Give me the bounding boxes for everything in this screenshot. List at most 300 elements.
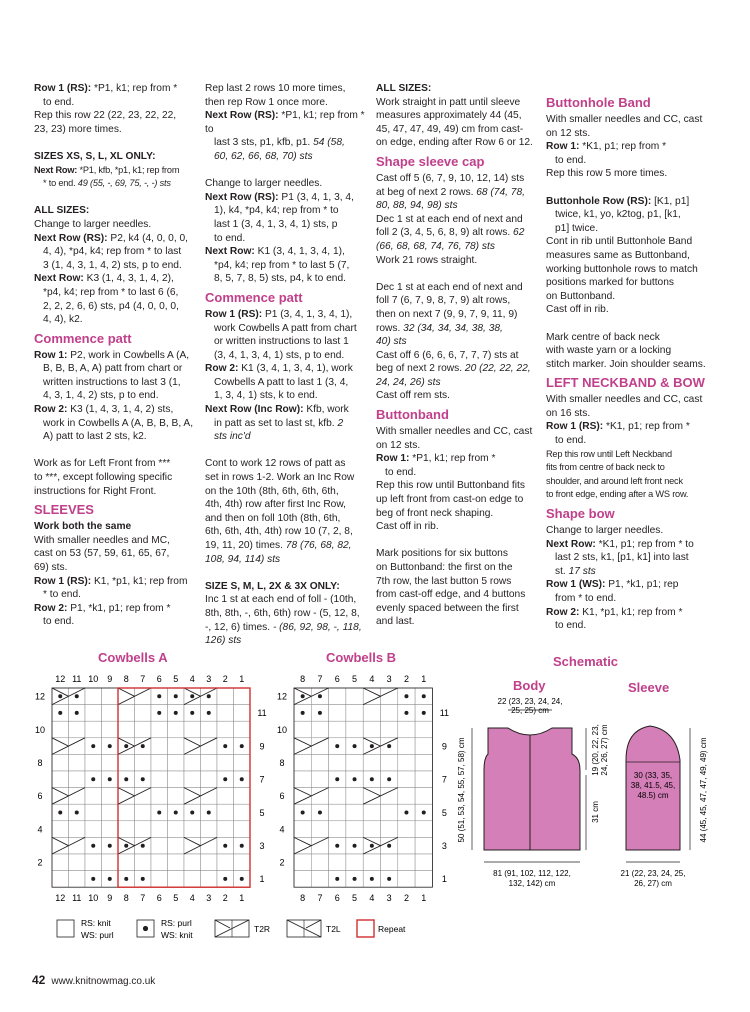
row-number: 11	[257, 708, 267, 719]
schematic-diagram	[448, 690, 740, 900]
svg-text:25, 25) cm: 25, 25) cm	[511, 706, 549, 715]
legend-ws-knit: WS: knit	[161, 930, 193, 940]
purl-dot	[207, 811, 211, 815]
chart-cell	[329, 705, 346, 722]
chart-cell	[294, 788, 311, 805]
purl-dot	[157, 711, 161, 715]
chart-cell	[398, 837, 415, 854]
column-2: Rep last 2 rows 10 more times, then rep Row 1 once more. Next Row (RS): *P1, k1; rep from * to last 3 sts, p1, kfb, p1. 54 (58, 60, 62, 66, 68, 70) sts Change to larger needles. Next Row (RS): P1 (3, 4, 1, 3, 4, 1), k4, *p4, k4; rep from * to last 1 (3, 4, 1, 3, 4, 1) sts, p to end. Next Row: K1 (3, 4, 1, 3, 4, 1), *p4, k4; rep from * to last 5 (7, 8, 5, 7, 8, 5) sts, p4, k to end. Commence patt Row 1 (RS): P1 (3, 4, 1, 3, 4, 1), work Cowbells A patt from chart or written instructions to last 1 (3, 4, 1, 3, 4, 1) sts, p to end. Row 2: K1 (3, 4, 1, 3, 4, 1), work Cowbells A patt to last 1 (3, 4, 1, 3, 4, 1) sts, k to end. Next Row (Inc Row): Kfb, work in patt as set to last st, kfb. 2 sts inc'd Cont to work 12 rows of patt as set in rows 1-2. Work an Inc Row on the 10th (8th, 6th, 6th, 6th, 4th, 4th) row after first Inc Row, and then on foll 10th (8th, 6th, 6th, 6th, 4th, 4th) row 10 (7, 2, 8, 19, 11, 20) times. 78 (76, 68, 82, 108, 94, 114) sts SIZE S, M, L, 2X & 3X ONLY: Inc 1 st at each end of foll - (10th, 8th, 8th, -, 6th, 6th) row - (5, 12, 8, -, 12, 6) times. - (86, 92, 98, -, 118, 126) sts	[205, 82, 375, 648]
chart-cell	[415, 721, 432, 738]
purl-dot	[75, 711, 79, 715]
chart-cell	[201, 821, 218, 838]
purl-dot	[387, 877, 391, 881]
purl-dot	[370, 777, 374, 781]
purl-dot	[124, 744, 128, 748]
purl-dot	[370, 844, 374, 848]
chart-cell	[381, 821, 398, 838]
column-number: 6	[156, 893, 162, 904]
chart-cell	[311, 738, 328, 755]
chart-cell	[234, 854, 251, 871]
chart-cell	[85, 705, 102, 722]
row-number: 12	[276, 691, 288, 702]
column-number: 7	[140, 893, 146, 904]
chart-cell	[415, 821, 432, 838]
chart-cell	[69, 854, 86, 871]
chart-cell	[151, 837, 168, 854]
chart-cell	[415, 871, 432, 888]
chart-cell	[52, 738, 69, 755]
chart-cell	[217, 754, 234, 771]
chart-cell	[294, 738, 311, 755]
chart-cell	[168, 854, 185, 871]
chart-cell	[69, 871, 86, 888]
chart-cell	[201, 771, 218, 788]
purl-dot	[353, 777, 357, 781]
row-number: 3	[441, 841, 447, 852]
column-number: 6	[334, 674, 340, 684]
column-number: 12	[55, 674, 66, 684]
purl-dot	[387, 844, 391, 848]
chart-cell	[346, 705, 363, 722]
chart-cell	[363, 705, 380, 722]
chart-cell	[363, 821, 380, 838]
section-head: SIZES XS, S, L, XL ONLY:	[34, 150, 156, 162]
chart-cell	[85, 721, 102, 738]
chart-cell	[69, 771, 86, 788]
chart-cell	[151, 821, 168, 838]
column-number: 2	[403, 893, 409, 904]
chart-cell	[118, 821, 135, 838]
purl-dot	[91, 744, 95, 748]
chart-cell	[184, 738, 201, 755]
chart-cell	[135, 804, 152, 821]
chart-cell	[311, 837, 328, 854]
purl-dot	[335, 877, 339, 881]
chart-cell	[311, 854, 328, 871]
chart-cell	[69, 754, 86, 771]
column-3: ALL SIZES: Work straight in patt until sleeve measures approximately 44 (45, 45, 47, 47, 49, 49) cm from cast- on edge, ending after Row 6 or 12. Shape sleeve cap Cast off 5 (6, 7, 9, 10, 12, 14) sts at beg of next 2 rows. 68 (74, 78, 80, 88, 94, 98) sts Dec 1 st at each end of next and foll 2 (3, 4, 5, 6, 8, 9) alt rows. 62 (66, 68, 68, 74, 76, 78) sts Work 21 rows straight. Dec 1 st at each end of next and foll 7 (6, 7, 9, 8, 7, 9) alt rows, then on next 7 (9, 9, 7, 9, 11, 9) rows. 32 (34, 34, 34, 38, 38, 40) sts Cast off 6 (6, 6, 6, 7, 7, 7) sts at beg of next 2 rows. 20 (22, 22, 22, 24, 24, 26) sts Cast off rem sts. Buttonband With smaller needles and CC, cast on 12 sts. Row 1: *P1, k1; rep from * to end. Rep this row until Buttonband fits up left front from cast-on edge to beg of front neck shaping. Cast off in rib. Mark positions for six buttons on Buttonband: the first on the 7th row, the last button 5 rows from cast-off edge, and 4 buttons evenly spaced between the first and last.	[376, 82, 546, 629]
chart-cell	[52, 837, 69, 854]
chart-cell	[234, 705, 251, 722]
body-shape	[484, 728, 580, 850]
sleeve-side-dim: 44 (45, 45, 47, 47, 49, 49) cm	[699, 737, 708, 843]
row-number: 5	[441, 807, 447, 818]
column-number: 6	[334, 893, 340, 904]
row-number: 5	[259, 807, 265, 818]
svg-text:132, 142) cm: 132, 142) cm	[508, 879, 556, 888]
chart-cell	[184, 788, 201, 805]
purl-dot	[157, 694, 161, 698]
purl-dot	[223, 777, 227, 781]
column-number: 2	[403, 674, 409, 684]
purl-dot	[58, 811, 62, 815]
chart-cell	[102, 754, 119, 771]
chart-cell	[184, 771, 201, 788]
chart-cell	[168, 754, 185, 771]
purl-dot	[58, 711, 62, 715]
chart-cell	[85, 754, 102, 771]
chart-cell	[346, 821, 363, 838]
purl-dot	[141, 744, 145, 748]
chart-cell	[168, 788, 185, 805]
column-number: 9	[107, 674, 113, 684]
chart-cell	[234, 721, 251, 738]
purl-dot	[141, 877, 145, 881]
chart-cell	[329, 688, 346, 705]
body-mid-dim: 31 cm	[591, 801, 600, 823]
chart-cell	[363, 754, 380, 771]
row-number: 8	[37, 758, 43, 769]
column-number: 3	[386, 893, 392, 904]
purl-dot	[124, 777, 128, 781]
row-number: 6	[37, 791, 43, 802]
chart-cell	[217, 788, 234, 805]
chart-cell	[398, 754, 415, 771]
chart-cell	[201, 854, 218, 871]
legend-t2r: T2R	[254, 924, 271, 934]
chart-cell	[184, 837, 201, 854]
column-number: 9	[107, 893, 113, 904]
column-number: 10	[88, 893, 99, 904]
row-label: Row 1 (RS):	[34, 83, 92, 94]
footer-url: www.knitnowmag.co.uk	[51, 976, 156, 987]
legend-rs-knit: RS: knit	[81, 918, 111, 928]
chart-cell	[217, 804, 234, 821]
purl-dot	[223, 744, 227, 748]
chart-cell	[398, 854, 415, 871]
chart-cell	[415, 788, 432, 805]
column-number: 6	[156, 674, 162, 684]
legend	[55, 915, 435, 945]
column-number: 5	[173, 893, 179, 904]
column-number: 5	[352, 674, 358, 684]
row-number: 2	[279, 857, 285, 868]
body-side-dim: 19 (20, 22, 23,	[591, 724, 600, 776]
chart-cell	[85, 854, 102, 871]
chart-cell	[415, 837, 432, 854]
chart-cell	[184, 721, 201, 738]
chart-cell	[398, 738, 415, 755]
chart-a	[30, 668, 270, 908]
chart-cell	[294, 771, 311, 788]
column-number: 4	[369, 674, 375, 684]
chart-cell	[329, 754, 346, 771]
purl-dot	[174, 694, 178, 698]
chart-cell	[398, 821, 415, 838]
chart-cell	[135, 721, 152, 738]
chart-cell	[151, 788, 168, 805]
chart-cell	[415, 771, 432, 788]
purl-dot	[370, 877, 374, 881]
chart-cell	[52, 821, 69, 838]
chart-cell	[102, 788, 119, 805]
chart-cell	[151, 721, 168, 738]
purl-dot	[370, 744, 374, 748]
chart-cell	[398, 871, 415, 888]
chart-cell	[151, 871, 168, 888]
chart-cell	[329, 788, 346, 805]
chart-cell	[102, 804, 119, 821]
row-number: 2	[37, 857, 43, 868]
column-number: 7	[317, 893, 323, 904]
chart-cell	[69, 721, 86, 738]
chart-cell	[168, 771, 185, 788]
chart-cell	[201, 871, 218, 888]
chart-cell	[415, 854, 432, 871]
chart-cell	[329, 821, 346, 838]
chart-cell	[118, 705, 135, 722]
chart-cell	[201, 738, 218, 755]
chart-cell	[381, 804, 398, 821]
column-number: 8	[300, 674, 306, 684]
chart-cell	[398, 721, 415, 738]
chart-cell	[415, 754, 432, 771]
chart-cell	[118, 754, 135, 771]
row-number: 4	[279, 824, 285, 835]
chart-cell	[294, 871, 311, 888]
chart-cell	[363, 788, 380, 805]
chart-cell	[52, 854, 69, 871]
column-number: 2	[222, 893, 228, 904]
chart-cell	[311, 721, 328, 738]
section-heading: Commence patt	[205, 289, 303, 305]
section-head: SIZE S, M, L, 2X & 3X ONLY:	[205, 580, 340, 592]
purl-dot	[422, 711, 426, 715]
purl-dot	[422, 811, 426, 815]
purl-dot	[404, 711, 408, 715]
legend-ws-purl: WS: purl	[81, 930, 114, 940]
purl-dot	[91, 844, 95, 848]
chart-cell	[69, 821, 86, 838]
chart-cell	[294, 854, 311, 871]
chart-cell	[363, 804, 380, 821]
purl-dot	[75, 811, 79, 815]
chart-cell	[151, 754, 168, 771]
sleeve-inner-dim: 30 (33, 35,	[633, 771, 673, 780]
purl-dot	[124, 844, 128, 848]
row-number: 3	[259, 841, 265, 852]
column-number: 3	[206, 674, 212, 684]
chart-cell	[217, 821, 234, 838]
row-number: 10	[34, 724, 46, 735]
chart-cell	[346, 688, 363, 705]
footer	[32, 973, 155, 987]
chart-cell	[184, 871, 201, 888]
chart-cell	[363, 854, 380, 871]
sleeve-bottom-dim: 21 (22, 23, 24, 25,	[620, 869, 686, 878]
chart-cell	[346, 721, 363, 738]
purl-dot	[207, 711, 211, 715]
chart-cell	[52, 871, 69, 888]
purl-dot	[190, 811, 194, 815]
purl-dot	[387, 744, 391, 748]
purl-dot	[190, 711, 194, 715]
column-number: 5	[173, 674, 179, 684]
chart-cell	[311, 788, 328, 805]
chart-cell	[168, 837, 185, 854]
column-number: 5	[352, 893, 358, 904]
chart-cell	[168, 871, 185, 888]
purl-dot	[108, 877, 112, 881]
legend-repeat: Repeat	[378, 924, 406, 934]
chart-cell	[381, 688, 398, 705]
column-number: 4	[189, 893, 195, 904]
purl-dot	[141, 777, 145, 781]
purl-dot	[335, 777, 339, 781]
purl-dot	[240, 744, 244, 748]
purl-dot	[223, 877, 227, 881]
row-number: 4	[37, 824, 43, 835]
chart-cell	[381, 721, 398, 738]
chart-cell	[201, 721, 218, 738]
section-head: ALL SIZES:	[376, 83, 432, 94]
chart-cell	[135, 854, 152, 871]
chart-cell	[398, 771, 415, 788]
column-number: 7	[317, 674, 323, 684]
chart-cell	[52, 721, 69, 738]
purl-dot	[404, 694, 408, 698]
legend-rs-purl: RS: purl	[161, 918, 192, 928]
chart-cell	[294, 821, 311, 838]
body-left-dim: 50 (51, 53, 54, 55, 57, 58) cm	[457, 737, 466, 843]
chart-cell	[329, 804, 346, 821]
body-label: Body	[513, 678, 546, 693]
chart-cell	[52, 771, 69, 788]
chart-b	[270, 668, 460, 908]
chart-cell	[311, 771, 328, 788]
chart-cell	[151, 771, 168, 788]
row-number: 9	[259, 741, 265, 752]
chart-cell	[234, 688, 251, 705]
section-heading: Buttonband	[376, 407, 449, 423]
chart-cell	[135, 688, 152, 705]
chart-cell	[201, 788, 218, 805]
column-number: 1	[239, 674, 245, 684]
chart-cell	[85, 688, 102, 705]
chart-cell	[294, 721, 311, 738]
chart-cell	[234, 754, 251, 771]
chart-cell	[346, 854, 363, 871]
purl-dot	[58, 694, 62, 698]
chart-cell	[217, 721, 234, 738]
chart-cell	[85, 821, 102, 838]
column-number: 1	[421, 674, 427, 684]
chart-cell	[201, 837, 218, 854]
chart-cell	[184, 854, 201, 871]
column-number: 8	[123, 893, 129, 904]
chart-cell	[217, 688, 234, 705]
chart-cell	[69, 837, 86, 854]
chart-cell	[329, 721, 346, 738]
row-number: 9	[441, 741, 447, 752]
chart-cell	[363, 721, 380, 738]
chart-b-title: Cowbells B	[326, 650, 397, 665]
chart-cell	[69, 738, 86, 755]
body-top-dim: 22 (23, 23, 24, 24,	[497, 697, 563, 706]
chart-cell	[294, 754, 311, 771]
chart-cell	[102, 854, 119, 871]
chart-cell	[135, 788, 152, 805]
chart-cell	[135, 821, 152, 838]
chart-cell	[346, 788, 363, 805]
chart-cell	[294, 837, 311, 854]
row-number: 12	[34, 691, 46, 702]
column-number: 11	[72, 674, 82, 684]
purl-dot	[174, 811, 178, 815]
row-number: 1	[441, 874, 447, 885]
chart-cell	[184, 821, 201, 838]
row-number: 8	[279, 758, 285, 769]
chart-cell	[151, 854, 168, 871]
page-number: 42	[32, 973, 46, 987]
purl-dot	[387, 777, 391, 781]
purl-dot	[141, 844, 145, 848]
purl-dot	[353, 844, 357, 848]
chart-cell	[311, 871, 328, 888]
purl-dot	[318, 811, 322, 815]
column-number: 8	[300, 893, 306, 904]
schematic-title: Schematic	[553, 654, 619, 669]
section-heading: Buttonhole Band	[546, 95, 651, 110]
row-number: 7	[259, 774, 265, 785]
chart-cell	[346, 804, 363, 821]
purl-dot	[335, 744, 339, 748]
section-heading: Shape sleeve cap	[376, 153, 485, 169]
column-number: 11	[72, 893, 82, 904]
purl-dot	[91, 877, 95, 881]
row-number: 1	[259, 874, 265, 885]
column-number: 1	[239, 893, 245, 904]
chart-cell	[52, 754, 69, 771]
svg-text:24, 26, 27) cm: 24, 26, 27) cm	[600, 724, 609, 776]
chart-cell	[415, 738, 432, 755]
chart-cell	[381, 705, 398, 722]
column-number: 8	[123, 674, 129, 684]
chart-cell	[381, 788, 398, 805]
section-heading: SLEEVES	[34, 502, 94, 518]
row-number: 7	[441, 774, 447, 785]
purl-dot	[404, 811, 408, 815]
chart-cell	[234, 804, 251, 821]
purl-dot	[301, 711, 305, 715]
chart-cell	[168, 738, 185, 755]
chart-cell	[381, 854, 398, 871]
chart-cell	[118, 804, 135, 821]
row-number: 6	[279, 791, 285, 802]
row-number: 10	[276, 724, 288, 735]
chart-cell	[234, 821, 251, 838]
purl-dot	[108, 744, 112, 748]
purl-dot	[240, 777, 244, 781]
purl-dot	[353, 877, 357, 881]
purl-dot	[301, 694, 305, 698]
purl-dot	[422, 694, 426, 698]
section-head: ALL SIZES:	[34, 205, 90, 217]
chart-cell	[363, 688, 380, 705]
column-number: 4	[189, 674, 195, 684]
chart-cell	[311, 754, 328, 771]
chart-cell	[184, 754, 201, 771]
purl-dot	[124, 877, 128, 881]
chart-cell	[217, 854, 234, 871]
column-number: 10	[88, 674, 99, 684]
column-4: Buttonhole Band With smaller needles and CC, cast on 12 sts. Row 1: *K1, p1; rep from * to end. Rep this row 5 more times. Buttonhole Row (RS): [K1, p1] twice, k1, yo, k2tog, p1, [k1, p1] twice. Cont in rib until Buttonhole Band measures same as Buttonband, working buttonhole rows to match positions marked for buttons on Buttonband. Cast off in rib. Mark centre of back neck with waste yarn or a locking stitch marker. Join shoulder seams. LEFT NECKBAND & BOW With smaller needles and CC, cast on 16 sts. Row 1 (RS): *K1, p1; rep from * to end. Rep this row until Left Neckband fits from centre of back neck to shoulder, and around left front neck to front edge, ending after a WS row. Shape bow Change to larger needles. Next Row: *K1, p1; rep from * to last 2 sts, k1, [p1, k1] into last st. 17 sts Row 1 (WS): P1, *k1, p1; rep from * to end. Row 2: K1, *p1, k1; rep from * to end.	[546, 95, 726, 633]
chart-a-title: Cowbells A	[98, 650, 168, 665]
column-number: 1	[421, 893, 427, 904]
chart-cell	[329, 854, 346, 871]
purl-dot	[108, 844, 112, 848]
chart-cell	[85, 788, 102, 805]
